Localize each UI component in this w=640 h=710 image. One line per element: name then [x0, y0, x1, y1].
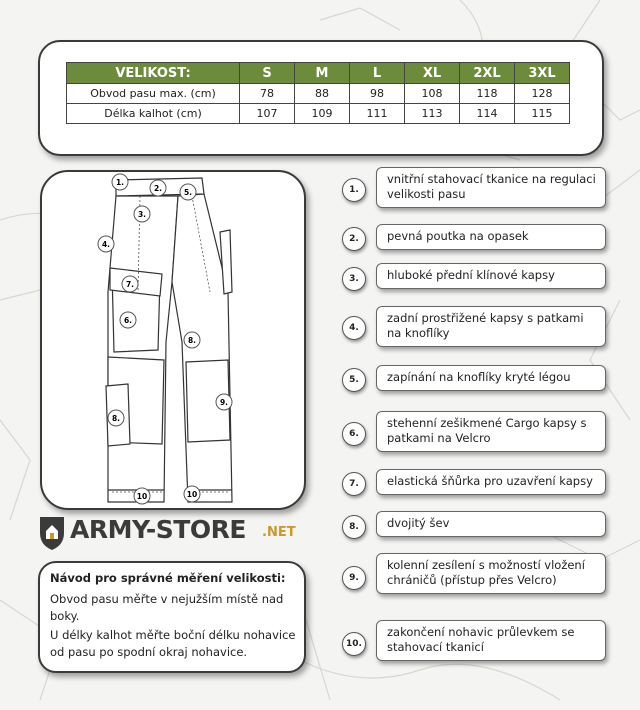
feature-text: stehenní zešikmené Cargo kapsy s patkami na Velcro [376, 411, 606, 452]
table-cell: 88 [295, 84, 350, 104]
row-label: Délka kalhot (cm) [67, 104, 240, 124]
feature-text: zadní prostřižené kapsy s patkami na knoflíky [376, 306, 606, 347]
callout-3 [134, 206, 150, 222]
feature-number: 6. [342, 422, 366, 446]
header-cell: VELIKOST: [67, 63, 240, 84]
callout-label: 5. [183, 188, 193, 197]
callout-5 [180, 184, 196, 200]
feature-text: zakončení nohavic průlevkem se stahovací tkanicí [376, 620, 606, 661]
table-cell: 107 [240, 104, 295, 124]
table-row [67, 84, 570, 104]
callout-label: 4. [101, 240, 111, 249]
callout-4 [98, 236, 114, 252]
table-cell: 113 [405, 104, 460, 124]
callout-8 [184, 332, 200, 348]
size-table-header [67, 63, 570, 84]
table-cell: 115 [515, 104, 570, 124]
callout-10-left [134, 488, 150, 504]
instructions-waist: Obvod pasu měřte v nejužším místě nad boky. [50, 592, 284, 623]
table-cell: 128 [515, 84, 570, 104]
table-cell: 118 [460, 84, 515, 104]
instructions-title: Návod pro správné měření velikosti: [50, 571, 286, 585]
feature-number: 2. [342, 227, 366, 251]
callout-10-right [184, 486, 200, 502]
callout-label: 7. [125, 280, 135, 289]
feature-text: kolenní zesílení s možností vložení chráničů (přístup přes Velcro) [376, 553, 606, 594]
table-cell: 109 [295, 104, 350, 124]
army-store-logo [36, 513, 306, 553]
table-cell: 98 [350, 84, 405, 104]
callout-9 [216, 394, 232, 410]
logo-name: ARMY-STORE [70, 515, 246, 544]
callout-label: 10 [186, 490, 198, 499]
callout-2 [150, 180, 166, 196]
shield-icon [36, 513, 68, 551]
callout-7 [122, 276, 138, 292]
feature-text: zapínání na knoflíky kryté légou [376, 365, 606, 391]
callout-label: 10 [136, 492, 148, 501]
table-cell: 78 [240, 84, 295, 104]
header-cell: M [295, 63, 350, 84]
callout-label: 1. [115, 178, 125, 187]
callout-6 [120, 312, 136, 328]
callout-label: 2. [153, 184, 163, 193]
header-cell: L [350, 63, 405, 84]
feature-number: 8. [342, 515, 366, 539]
table-row [67, 104, 570, 124]
feature-text: pevná poutka na opasek [376, 224, 606, 250]
header-cell: 2XL [460, 63, 515, 84]
measurement-instructions [38, 561, 306, 673]
feature-number: 9. [342, 566, 366, 590]
feature-text: vnitřní stahovací tkanice na regulaci velikosti pasu [376, 167, 606, 208]
pants-illustration-card [40, 170, 306, 510]
feature-text: elastická šňůrka pro uzavření kapsy [376, 469, 606, 495]
size-table-card [38, 40, 604, 156]
feature-number: 3. [342, 267, 366, 291]
feature-number: 4. [342, 316, 366, 340]
feature-number: 10. [342, 632, 366, 656]
header-cell: 3XL [515, 63, 570, 84]
callout-label: 6. [123, 316, 133, 325]
callout-label: 8. [111, 414, 121, 423]
callout-8b [108, 410, 124, 426]
callout-1 [112, 174, 128, 190]
table-cell: 108 [405, 84, 460, 104]
feature-number: 1. [342, 178, 366, 202]
pants-drawing [42, 172, 304, 508]
table-cell: 114 [460, 104, 515, 124]
feature-text: hluboké přední klínové kapsy [376, 263, 606, 289]
logo-suffix: .NET [262, 525, 296, 540]
callout-label: 8. [187, 336, 197, 345]
size-table [66, 62, 570, 124]
feature-number: 7. [342, 472, 366, 496]
feature-text: dvojitý šev [376, 511, 606, 537]
table-cell: 111 [350, 104, 405, 124]
callout-label: 3. [137, 210, 147, 219]
row-label: Obvod pasu max. (cm) [67, 84, 240, 104]
callout-label: 9. [219, 398, 229, 407]
header-cell: S [240, 63, 295, 84]
header-cell: XL [405, 63, 460, 84]
instructions-length: U délky kalhot měřte boční délku nohavice od pasu po spodní okraj nohavice. [50, 628, 296, 659]
feature-number: 5. [342, 368, 366, 392]
